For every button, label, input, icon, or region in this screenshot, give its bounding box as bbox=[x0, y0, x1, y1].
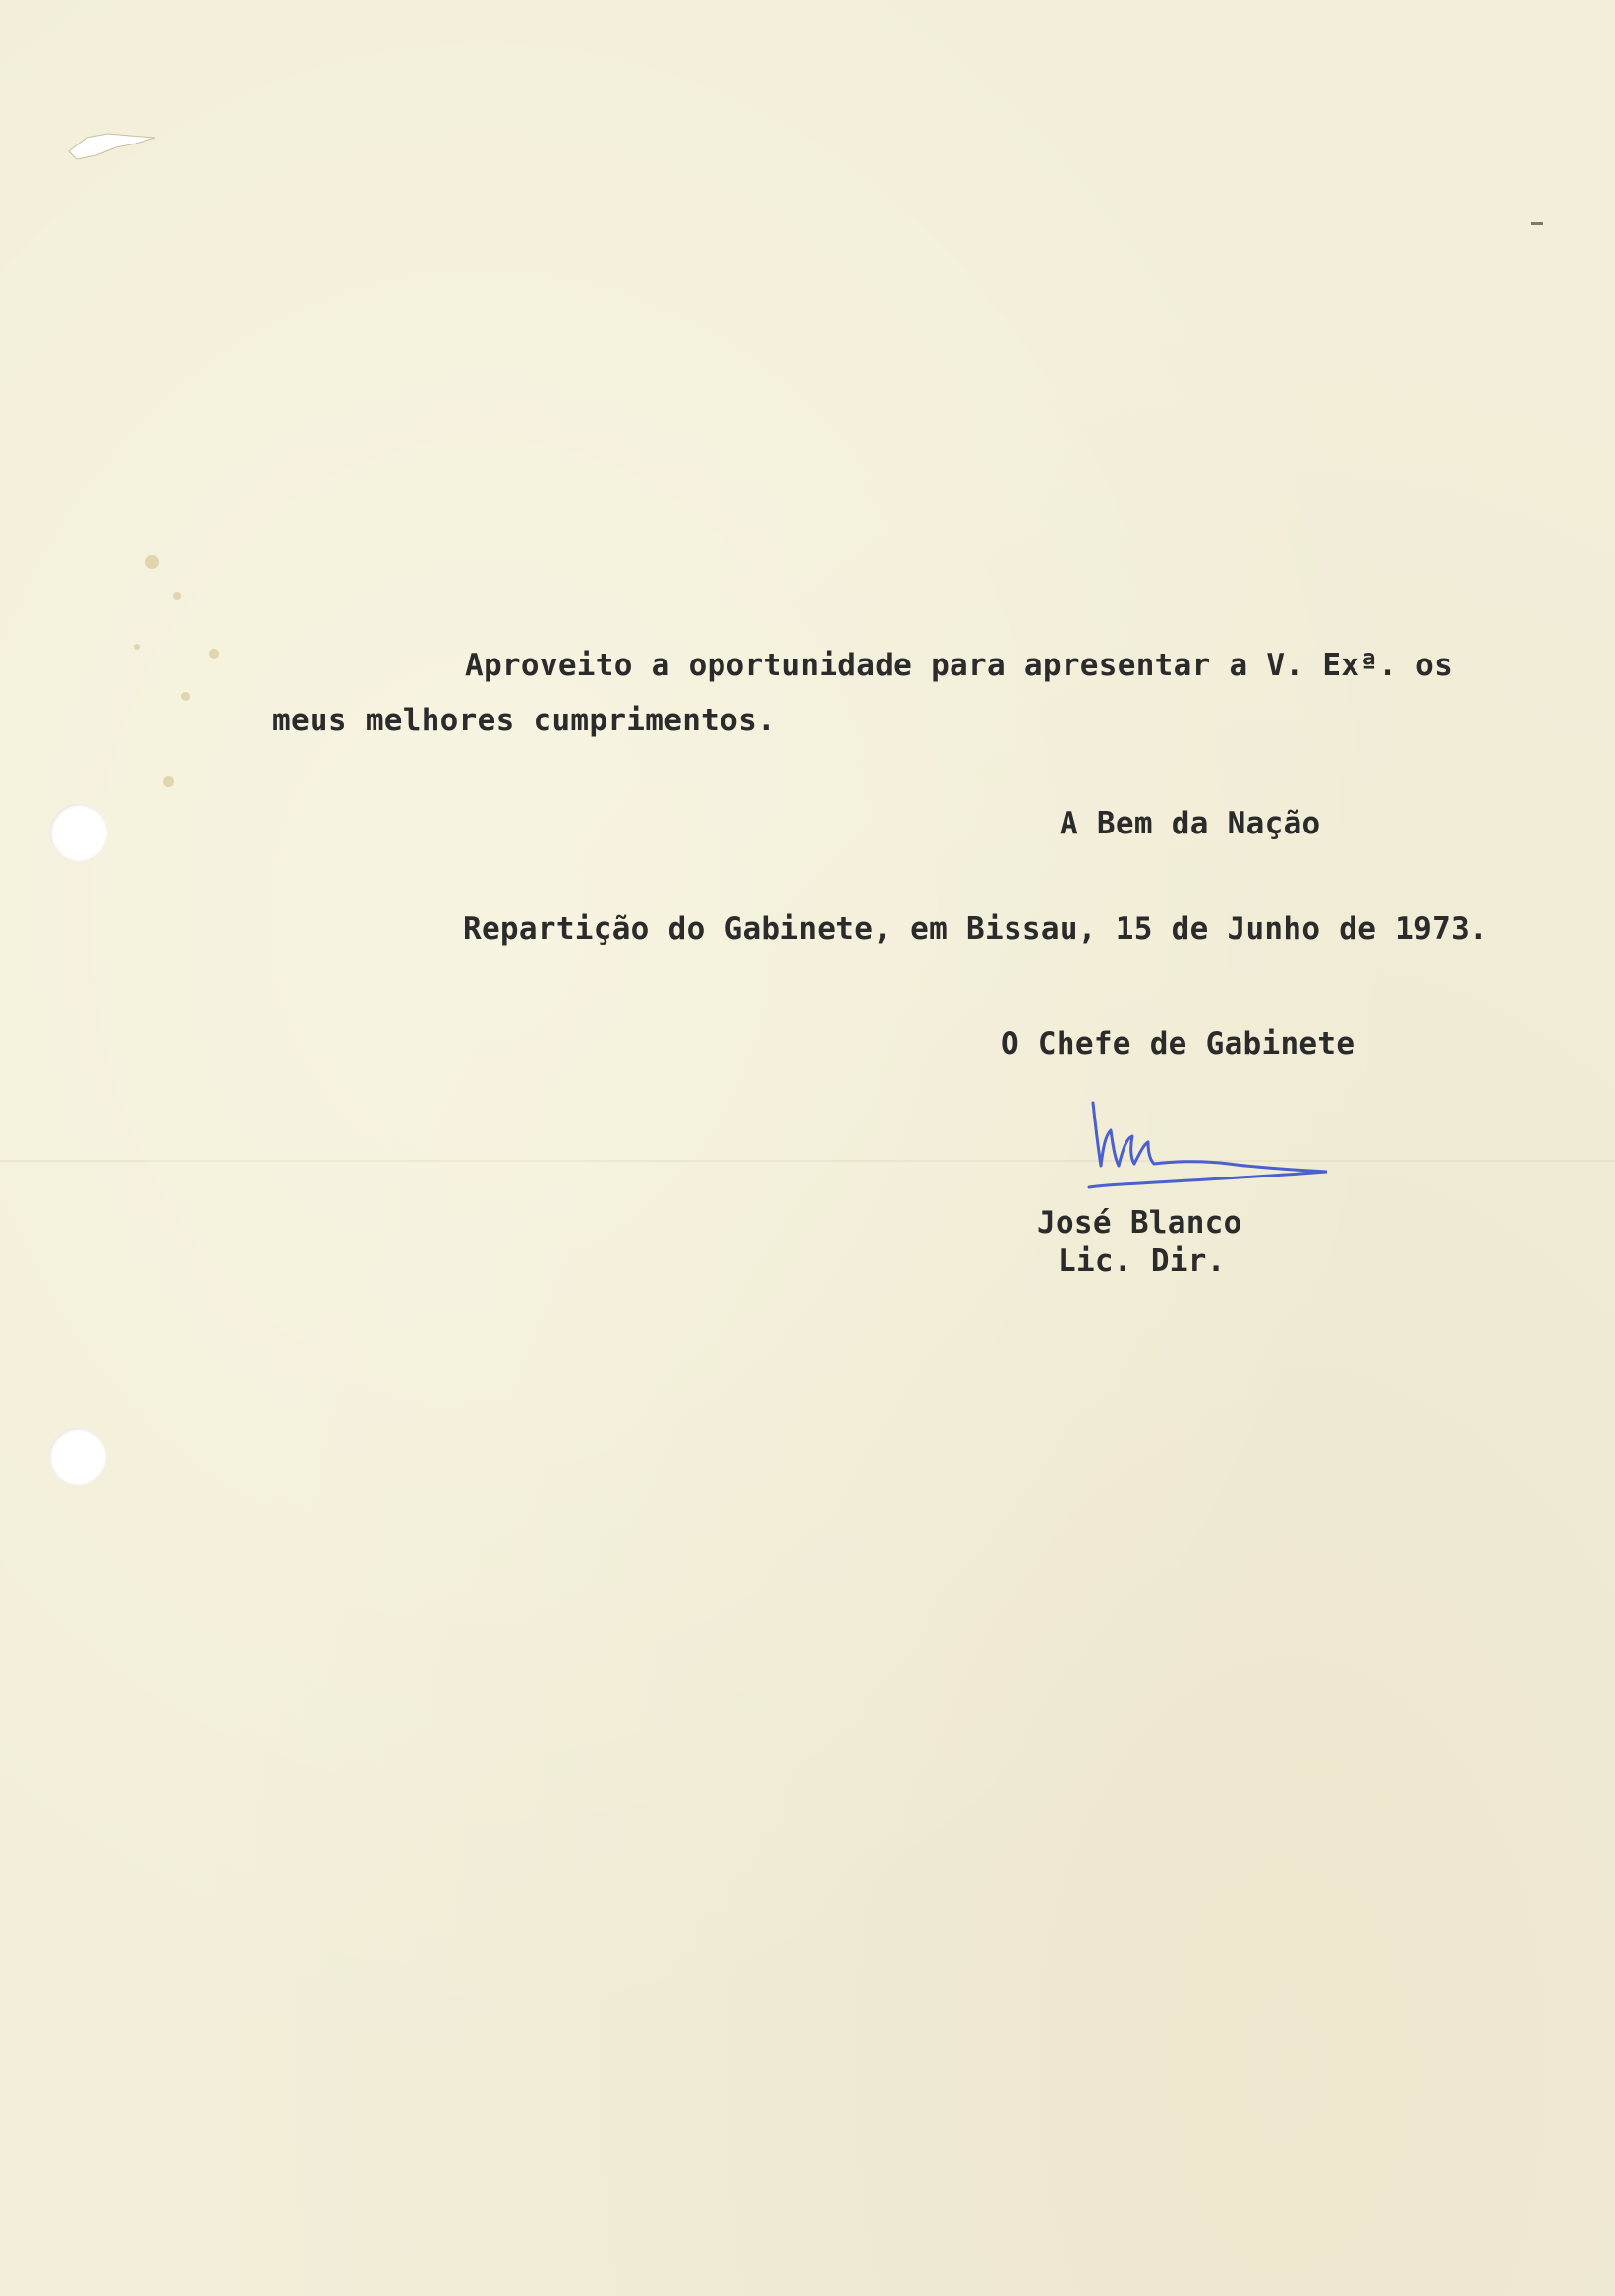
salutation: A Bem da Nação bbox=[1060, 806, 1321, 841]
foxing-spot bbox=[134, 644, 140, 650]
punch-hole-bottom bbox=[49, 1428, 106, 1485]
foxing-spot bbox=[209, 649, 219, 659]
closing-paragraph-line-2: meus melhores cumprimentos. bbox=[272, 703, 777, 738]
signer-degree: Lic. Dir. bbox=[1058, 1243, 1226, 1279]
ink-mark bbox=[1531, 222, 1543, 225]
paper-tear-mark bbox=[67, 126, 157, 165]
foxing-spot bbox=[163, 776, 174, 787]
foxing-spot bbox=[173, 592, 181, 600]
foxing-spot bbox=[181, 692, 190, 701]
signer-title: O Chefe de Gabinete bbox=[1001, 1026, 1355, 1062]
handwritten-signature bbox=[1032, 1081, 1327, 1209]
place-date-line: Repartição do Gabinete, em Bissau, 15 de Junho de 1973. bbox=[463, 911, 1488, 947]
foxing-spot bbox=[145, 555, 159, 569]
punch-hole-top bbox=[50, 804, 107, 861]
closing-paragraph-line-1: Aproveito a oportunidade para apresentar a V. Exª. os bbox=[465, 648, 1454, 683]
paper-fold-line bbox=[0, 1160, 1615, 1162]
signer-name: José Blanco bbox=[1037, 1205, 1242, 1240]
